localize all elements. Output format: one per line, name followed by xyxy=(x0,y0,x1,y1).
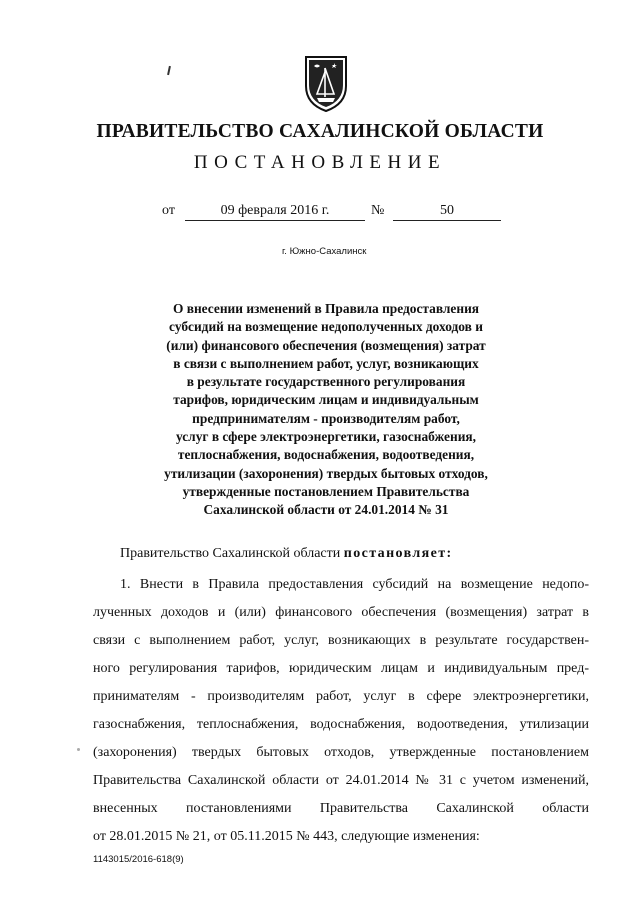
spread-text: внесенных постановлениями Правительства Сахалинской области xyxy=(93,801,589,816)
subject-line: Сахалинской области от 24.01.2014 № 31 xyxy=(203,502,449,518)
subject-line: предпринимателям - производителям работ, xyxy=(192,410,460,426)
intro-sentence xyxy=(120,546,453,562)
paragraph-line: от 28.01.2015 № 21, от 05.11.2015 № 443, следующие изменения: xyxy=(93,829,480,844)
number-label: № xyxy=(371,203,385,218)
subject-line: услуг в сфере электроэнергетики, газоснабжения, xyxy=(175,429,477,445)
document-type: ПОСТАНОВЛЕНИЕ xyxy=(193,152,447,173)
date-number-line xyxy=(0,203,640,223)
paragraph-line: (захоронения) твердых бытовых отходов, утвержденные постановлением xyxy=(93,745,589,760)
decree-date: 09 февраля 2016 г. xyxy=(185,203,365,221)
paragraph-line: связи с выполнением работ, услуг, возникающих в результате государствен- xyxy=(93,633,589,648)
subject-line: в результате государственного регулирования xyxy=(186,374,466,390)
document-code: 1143015/2016-618(9) xyxy=(93,854,184,865)
paragraph-line: ного регулирования тарифов, юридическим лицам и индивидуальным пред- xyxy=(93,661,589,676)
subject-line: О внесении изменений в Правила предоставления xyxy=(172,301,480,316)
subject-line: в связи с выполнением работ, услуг, возникающих xyxy=(173,355,479,371)
subject-line: утилизации (захоронения) твердых бытовых отходов, xyxy=(164,465,488,481)
subject-line: (или) финансового обеспечения (возмещения) затрат xyxy=(166,337,486,353)
paragraph-line: Правительства Сахалинской области от 24.01.2014 № 31 с учетом изменений, xyxy=(93,773,589,788)
decree-number: 50 xyxy=(393,203,501,221)
scan-speck xyxy=(77,748,80,751)
scan-mark xyxy=(167,66,171,75)
decree-subject xyxy=(130,300,522,520)
paragraph-line: 1. Внести в Правила предоставления субсидий на возмещение недопо- xyxy=(120,577,589,592)
paragraph-line: принимателям - производителям работ, услуг в сфере электроэнергетики, xyxy=(93,689,589,704)
intro-verb: постановляет: xyxy=(343,546,453,561)
government-title: ПРАВИТЕЛЬСТВО САХАЛИНСКОЙ ОБЛАСТИ xyxy=(96,121,544,142)
city-label: г. Южно-Сахалинск xyxy=(282,246,367,257)
subject-line: субсидий на возмещение недополученных доходов и xyxy=(169,319,483,335)
intro-prefix: Правительство Сахалинской области xyxy=(120,546,344,561)
paragraph-line xyxy=(93,801,589,819)
sakhalin-coat-of-arms-emblem xyxy=(303,54,349,114)
paragraph-line: газоснабжения, теплоснабжения, водоснабжения, водоотведения, утилизации xyxy=(93,717,589,732)
subject-line: теплоснабжения, водоснабжения, водоотведения, xyxy=(177,447,475,463)
from-label: от xyxy=(162,203,175,218)
subject-line: тарифов, юридическим лицам и индивидуальным xyxy=(173,392,479,408)
paragraph-line: лученных доходов и (или) финансового обеспечения (возмещения) затрат в xyxy=(93,605,589,620)
subject-line: утвержденные постановлением Правительства xyxy=(182,483,470,499)
